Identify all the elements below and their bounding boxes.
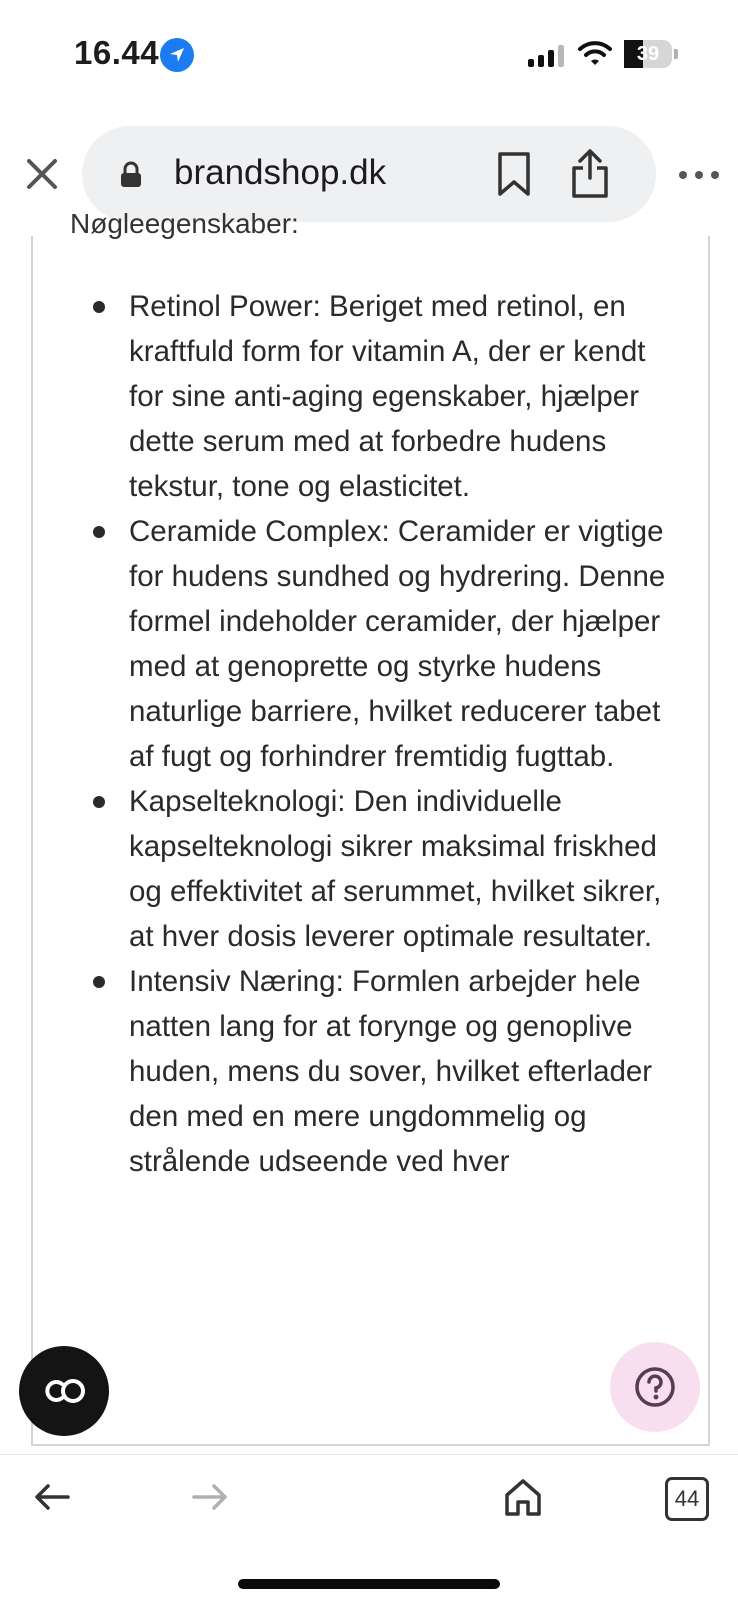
close-icon xyxy=(18,150,66,198)
product-description xyxy=(31,208,710,1446)
bullet-icon xyxy=(93,301,105,313)
back-button[interactable] xyxy=(32,1481,72,1518)
home-button[interactable] xyxy=(503,1477,543,1522)
lock-icon xyxy=(120,162,142,193)
battery-icon xyxy=(624,40,672,68)
reader-mode-button[interactable] xyxy=(19,1346,109,1436)
arrow-right-icon xyxy=(190,1481,230,1513)
feature-item xyxy=(33,284,708,509)
bottom-toolbar xyxy=(0,1454,738,1601)
feature-text: Kapselteknologi: Den individuelle kapselteknologi sikrer maksimal friskhed og effektivitet af serummet, hvilket sikrer, at hver dosis leverer optimale resultater. xyxy=(129,785,662,953)
cellular-signal-icon xyxy=(528,45,564,67)
wifi-icon xyxy=(578,40,612,71)
battery-level: 39 xyxy=(636,43,660,65)
bookmark-button[interactable] xyxy=(490,150,538,198)
arrow-left-icon xyxy=(32,1481,72,1513)
battery-nub xyxy=(674,49,678,59)
status-bar xyxy=(0,0,738,110)
more-dots-icon xyxy=(676,160,722,190)
share-button[interactable] xyxy=(566,148,614,200)
feature-text: Retinol Power: Beriget med retinol, en kraftfuld form for vitamin A, der er kendt for sine anti-aging egenskaber, hjælper dette serum med at forbedre hudens tekstur, tone og elasticitet. xyxy=(129,290,646,503)
close-button[interactable] xyxy=(18,150,66,198)
section-heading: Nøgleegenskaber: xyxy=(70,208,299,239)
feature-item xyxy=(33,779,708,959)
reader-mode-icon xyxy=(41,1377,87,1405)
share-icon xyxy=(566,148,614,200)
feature-text: Intensiv Næring: Formlen arbejder hele natten lang for at forynge og genoplive huden, mens du sover, hvilket efterlader den med en mere ungdommelig og strålende udseende ved hver xyxy=(129,965,653,1178)
help-button[interactable] xyxy=(610,1342,700,1432)
location-arrow-icon xyxy=(160,38,194,72)
feature-text: Ceramide Complex: Ceramider er vigtige for hudens sundhed og hydrering. Denne formel indeholder ceramider, der hjælper med at genoprette og styrke hudens naturlige barriere, hvilket reducerer tabet af fugt og forhindrer fremtidig fugttab. xyxy=(129,515,666,773)
forward-button[interactable] xyxy=(190,1481,230,1518)
home-indicator[interactable] xyxy=(238,1579,500,1589)
bullet-icon xyxy=(93,976,105,988)
bookmark-icon xyxy=(490,150,538,198)
help-question-icon xyxy=(632,1364,678,1410)
more-options-button[interactable] xyxy=(676,160,722,190)
tabs-button[interactable] xyxy=(665,1477,709,1521)
feature-item xyxy=(33,509,708,779)
status-time: 16.44 xyxy=(74,34,160,71)
bullet-icon xyxy=(93,796,105,808)
tabs-count: 44 xyxy=(674,1486,700,1511)
home-icon xyxy=(503,1477,543,1517)
feature-item xyxy=(33,959,708,1184)
bullet-icon xyxy=(93,526,105,538)
url-text[interactable]: brandshop.dk xyxy=(174,153,387,192)
feature-list xyxy=(33,284,708,1184)
